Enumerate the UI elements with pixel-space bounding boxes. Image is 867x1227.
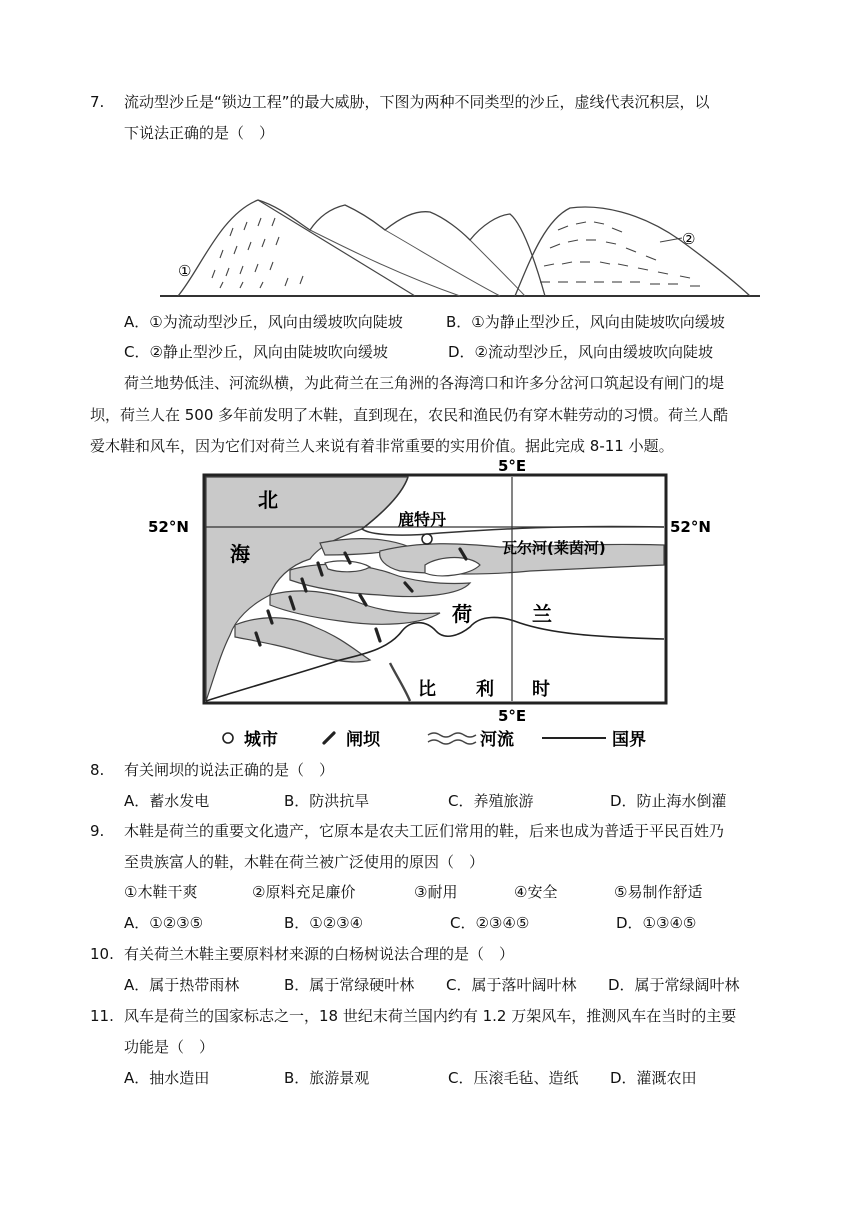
question-7-stem-line1: 流动型沙丘是“锁边工程”的最大威胁，下图为两种不同类型的沙丘，虚线代表沉积层，以 — [124, 93, 710, 111]
question-10-option-c[interactable]: C．属于落叶阔叶林 — [446, 976, 577, 994]
neighbor-label-3: 时 — [532, 679, 550, 700]
question-11-number: 11. — [90, 1007, 114, 1025]
question-10-option-b[interactable]: B．属于常绿硬叶林 — [284, 976, 415, 994]
dune-figure — [160, 190, 760, 305]
question-11-option-c[interactable]: C．压滚毛毡、造纸 — [448, 1069, 579, 1087]
question-8-option-d[interactable]: D．防止海水倒灌 — [610, 792, 727, 810]
question-9-item-3: ③耐用 — [414, 883, 458, 901]
question-9-option-c[interactable]: C．②③④⑤ — [450, 914, 530, 932]
question-11-stem-line1: 风车是荷兰的国家标志之一，18 世纪末荷兰国内约有 1.2 万架风车，推测风车在当时的主要 — [124, 1007, 737, 1025]
lat-label-left: 52°N — [148, 518, 189, 536]
question-11-option-b[interactable]: B．旅游景观 — [284, 1069, 370, 1087]
question-10-option-a[interactable]: A．属于热带雨林 — [124, 976, 240, 994]
question-10-number: 10. — [90, 945, 114, 963]
passage-line3: 爱木鞋和风车，因为它们对荷兰人来说有着非常重要的实用价值。据此完成 8-11 小题。 — [90, 437, 674, 455]
question-11-stem-line2: 功能是（ ） — [124, 1038, 215, 1056]
question-9-item-1: ①木鞋干爽 — [124, 883, 198, 901]
question-8-option-b[interactable]: B．防洪抗旱 — [284, 792, 370, 810]
question-9-item-4: ④安全 — [514, 883, 558, 901]
neighbor-label-2: 利 — [476, 679, 494, 700]
lon-label-top: 5°E — [498, 457, 527, 475]
legend-river-label: 河流 — [480, 730, 514, 750]
question-8-option-c[interactable]: C．养殖旅游 — [448, 792, 534, 810]
question-9-option-b[interactable]: B．①②③④ — [284, 914, 364, 932]
dune-label-1: ① — [178, 262, 192, 280]
passage-line1: 荷兰地势低洼、河流纵横，为此荷兰在三角洲的各海湾口和许多分岔河口筑起设有闸门的堤 — [124, 374, 725, 392]
netherlands-map — [140, 455, 730, 755]
country-label-1: 荷 — [452, 602, 472, 626]
question-11-option-d[interactable]: D．灌溉农田 — [610, 1069, 697, 1087]
legend-border-label: 国界 — [612, 730, 646, 750]
question-9-stem-line1: 木鞋是荷兰的重要文化遗产，它原本是农夫工匠们常用的鞋，后来也成为普适于平民百姓乃 — [124, 822, 725, 840]
question-8-option-a[interactable]: A．蓄水发电 — [124, 792, 210, 810]
lat-label-right: 52°N — [670, 518, 711, 536]
question-7-stem-line2: 下说法正确的是（ ） — [124, 124, 275, 142]
legend-river-icon — [428, 733, 476, 744]
question-9-stem-line2: 至贵族富人的鞋，木鞋在荷兰被广泛使用的原因（ ） — [124, 853, 485, 871]
question-8-stem: 有关闸坝的说法正确的是（ ） — [124, 761, 335, 779]
country-label-2: 兰 — [532, 602, 552, 626]
legend-dam-icon — [324, 733, 334, 743]
question-9-option-a[interactable]: A．①②③⑤ — [124, 914, 204, 932]
question-9-item-2: ②原料充足廉价 — [252, 883, 356, 901]
city-label: 鹿特丹 — [398, 510, 447, 529]
question-9-number: 9. — [90, 822, 105, 840]
question-7-option-b[interactable]: B．①为静止型沙丘，风向由陡坡吹向缓坡 — [446, 313, 725, 331]
question-7-number: 7. — [90, 93, 105, 111]
question-8-number: 8. — [90, 761, 105, 779]
sea-label-1: 北 — [258, 488, 278, 512]
question-7-option-d[interactable]: D．②流动型沙丘，风向由缓坡吹向陡坡 — [448, 343, 713, 361]
legend-city-label: 城市 — [244, 730, 278, 750]
question-7-option-c[interactable]: C．②静止型沙丘，风向由陡坡吹向缓坡 — [124, 343, 388, 361]
lon-label-bottom: 5°E — [498, 707, 527, 725]
question-9-option-d[interactable]: D．①③④⑤ — [616, 914, 697, 932]
question-11-option-a[interactable]: A．抽水造田 — [124, 1069, 210, 1087]
sea-label-2: 海 — [230, 542, 250, 566]
passage-line2: 坝，荷兰人在 500 多年前发明了木鞋，直到现在，农民和渔民仍有穿木鞋劳动的习惯。荷兰人酷 — [90, 406, 729, 424]
neighbor-label-1: 比 — [418, 679, 436, 700]
legend-dam-label: 闸坝 — [346, 730, 380, 750]
legend-city-icon — [223, 733, 233, 743]
question-10-option-d[interactable]: D．属于常绿阔叶林 — [608, 976, 740, 994]
question-9-item-5: ⑤易制作舒适 — [614, 883, 703, 901]
question-7-option-a[interactable]: A．①为流动型沙丘，风向由缓坡吹向陡坡 — [124, 313, 403, 331]
dune-label-2: ② — [682, 230, 696, 248]
river-label: 瓦尔河(莱茵河) — [502, 539, 606, 557]
question-10-stem: 有关荷兰木鞋主要原料材来源的白杨树说法合理的是（ ） — [124, 945, 515, 963]
